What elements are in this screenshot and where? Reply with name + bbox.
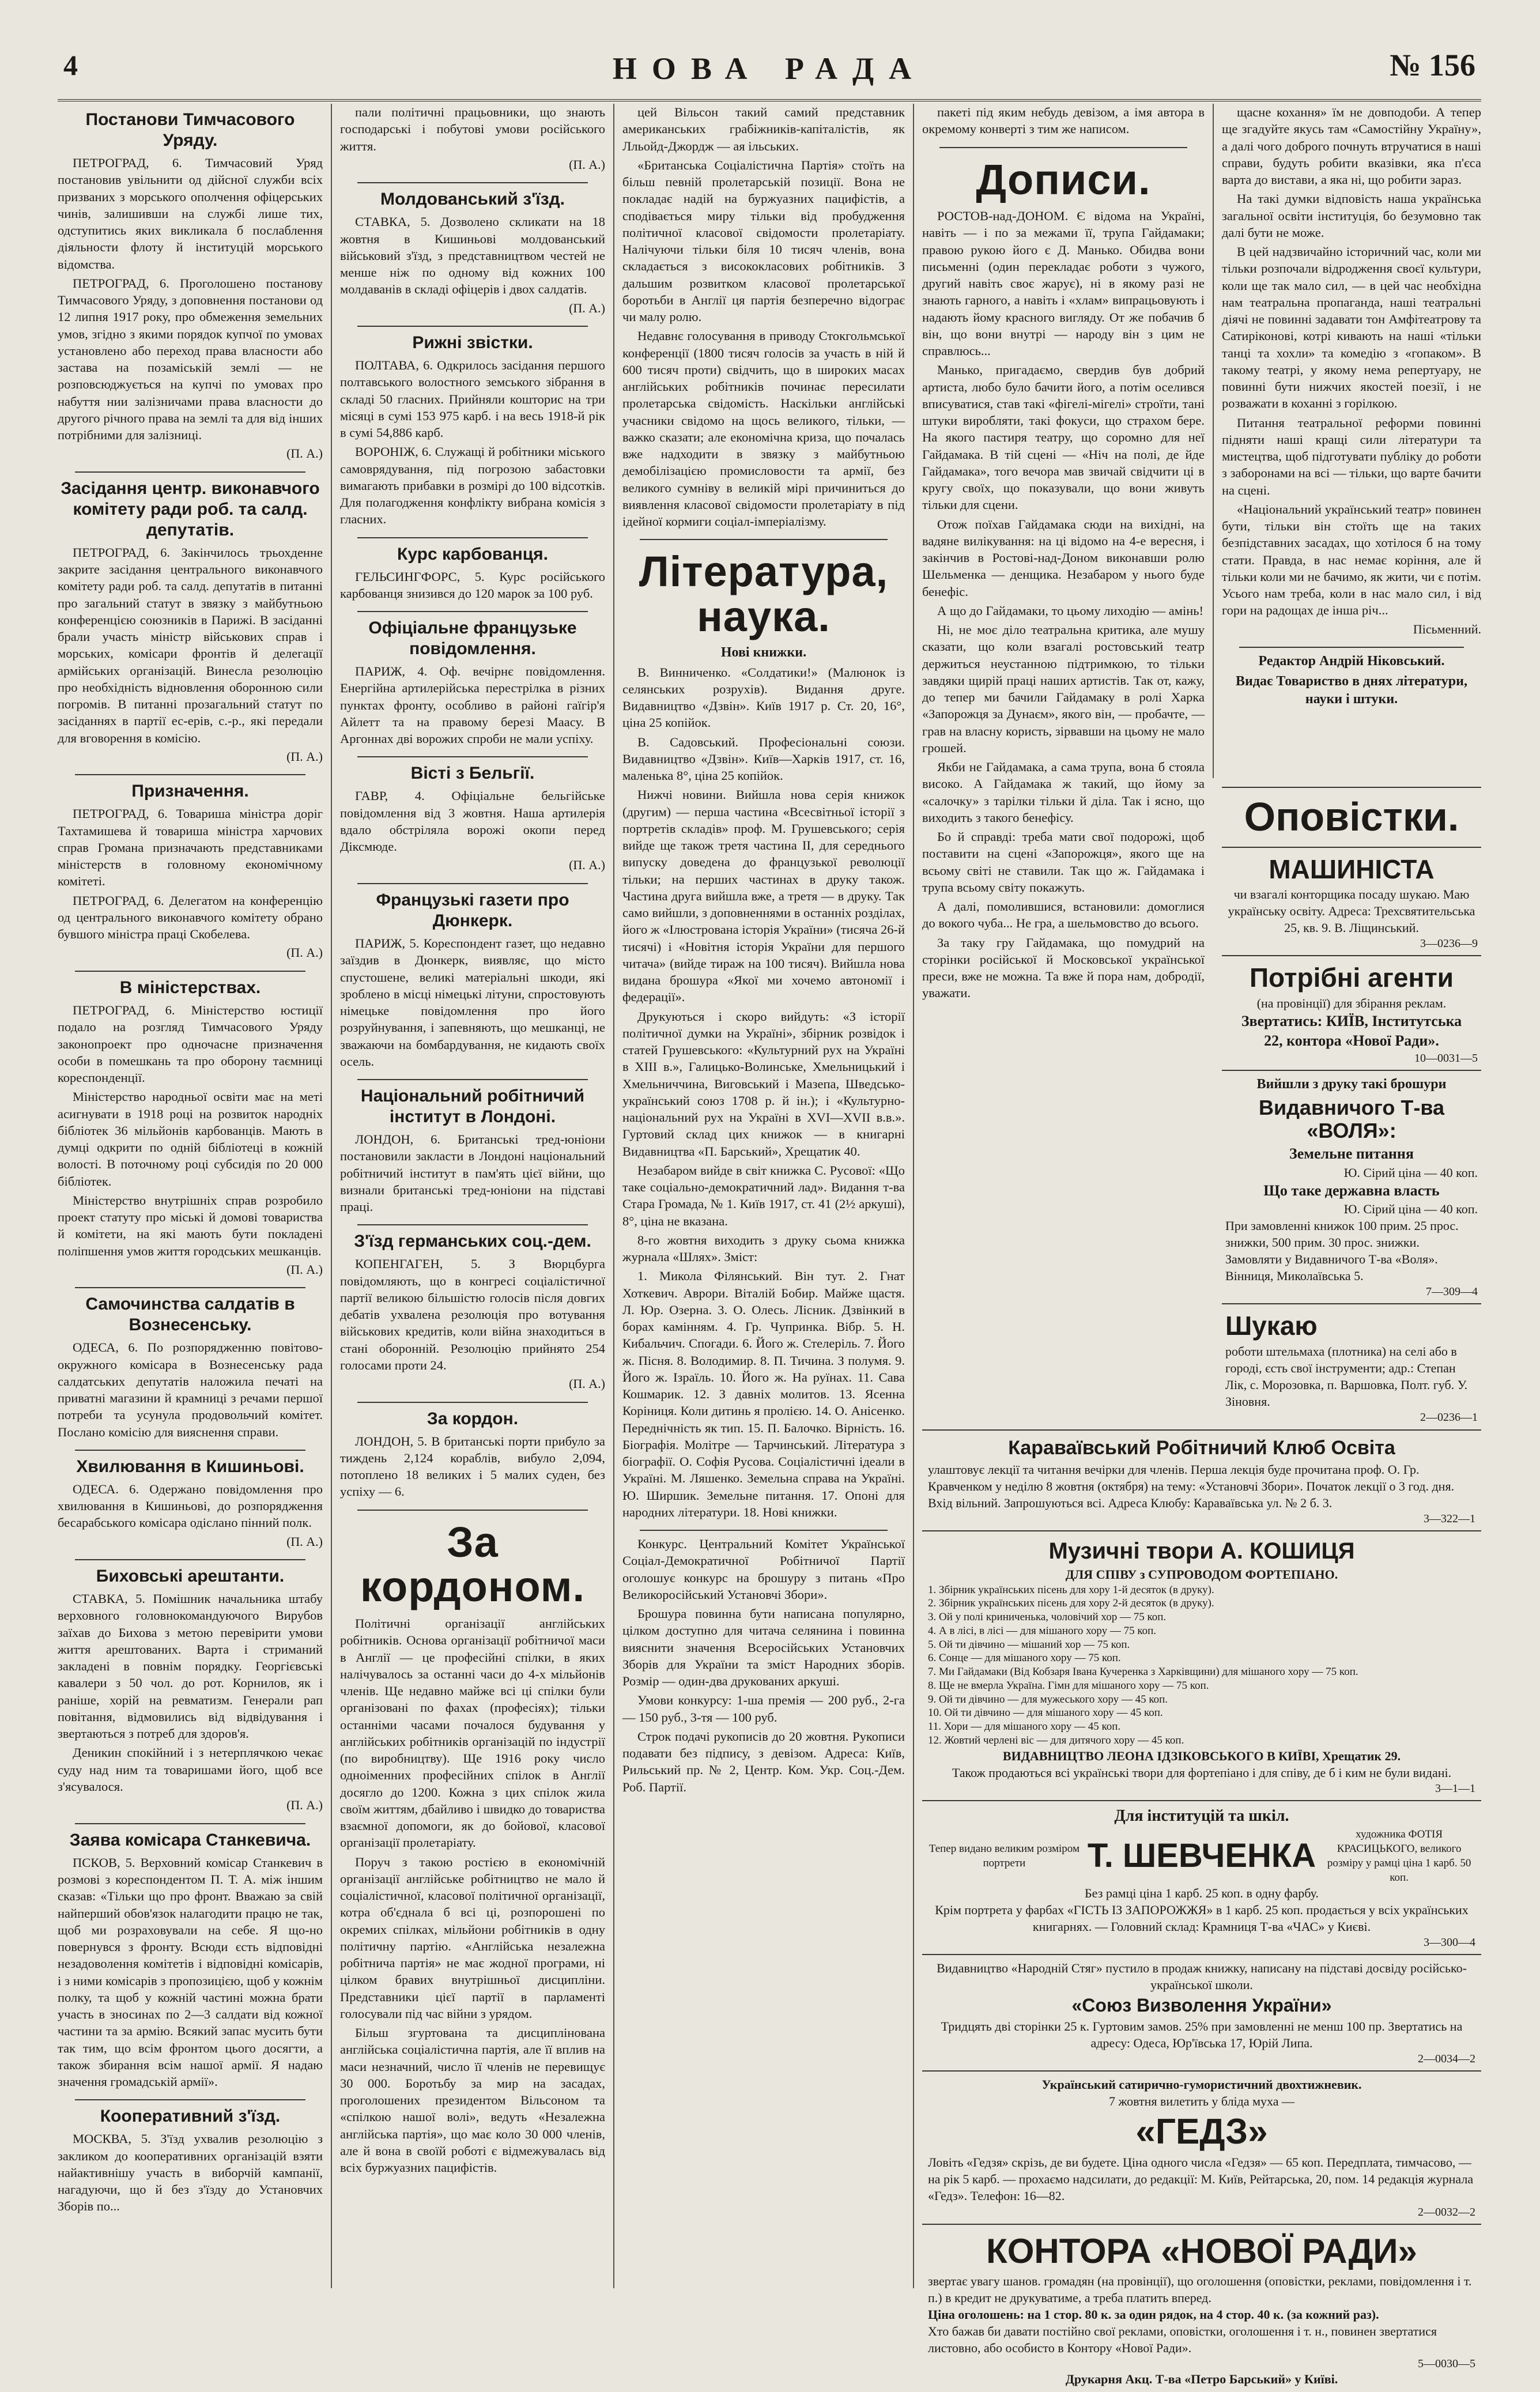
article-divider <box>357 883 588 884</box>
column-5 <box>1222 104 1481 784</box>
article-title: Молдованський з'їзд. <box>380 190 565 209</box>
article-divider <box>75 971 305 972</box>
article-title: Кооперативний з'їзд. <box>100 2107 281 2126</box>
article-signature: (П. А.) <box>286 1262 323 1277</box>
article-paragraph: ОДЕСА. 6. Одержано повідомлення про хвилювання в Кишиньові, до розпорядження бесарабського комісара одіслано пінний полк. <box>58 1481 323 1530</box>
section-subheading: Нові книжки. <box>720 644 807 660</box>
article <box>58 1830 323 2091</box>
article-paragraph: ПАРИЖ, 4. Оф. вечірнє повідомлення. Енергійна артилерійська перестрілка в різних пунктах фронту, особливо в районі гаїгір'я Айлетт та на правому березі Маасу. В Аргоннах дві ворожих спроби не мали успіху. <box>340 664 605 746</box>
article-title: Французькі газети про Дюнкерк. <box>376 891 569 931</box>
ad-subtitle: ДЛЯ СПІВУ з СУПРОВОДОМ ФОРТЕПІАНО. <box>1065 1567 1338 1582</box>
page-number: 4 <box>63 49 78 81</box>
article-paragraph: ПЕТРОГРАД, 6. Тимчасовий Уряд постановив увільнити од дійсної служби всіх призваних з морського ополчення офіцерських чинів, залишивши на службі лише тих, одступитись яких викликала б послаблення діяльности флоту й інституцій морського відомства. <box>58 156 323 271</box>
ad-volya <box>1222 1070 1481 1303</box>
article-paragraph: Редактор Андрій Ніковський. <box>1258 654 1445 669</box>
printer-line: Друкарня Акц. Т-ва «Петро Барський» у Київі. <box>1065 2371 1338 2386</box>
ads-right-column <box>1222 787 1481 1429</box>
article <box>340 1086 605 1215</box>
ad-text: звертає увагу шанов. громадян (на провінції), що оголошення (оповістки, реклами, повідомлення і т. п.) в кредит не друкуватиме, а треба платить вперед. <box>928 2273 1472 2305</box>
ad-kontora <box>922 2224 1481 2392</box>
article-paragraph: Умови конкурсу: 1-ша премія — 200 руб., 2-га — 150 руб., 3-тя — 100 руб. <box>622 1693 905 1725</box>
article-divider <box>75 2099 305 2100</box>
article <box>340 618 605 747</box>
article <box>58 1457 323 1550</box>
music-list-item: 3. Ой у полі криниченька, чоловічий хор — 75 коп. <box>928 1611 1167 1624</box>
article <box>58 478 323 765</box>
article-divider <box>357 1510 588 1511</box>
article-divider <box>357 756 588 757</box>
article <box>340 104 605 173</box>
article-title: Національний робітничий інститут в Лондоні. <box>360 1086 585 1127</box>
article <box>340 1231 605 1392</box>
article-paragraph: ПЕТРОГРАД, 6. Закінчилось трьохденне закрите засідання центрального виконавчого комітету ради роб. та салд. депутатів в питанні про загальний статут в звязку з майбутньою конференцією союзників в Парижі. В засіданні брали участь міністр військових справ і морських, комісари фронтів й делегації армійських організацій. Винесла резолюцію про необхідність відновлення оборонною сили погромів. В питанні прозагальний статут по засіданнях в партії ес-ерів, с.-р., які передали для вговорення в комісію. <box>58 545 323 745</box>
article-paragraph: Ні, не моє діло театральна критика, але мушу сказати, що коли взагалі ростовський театр держиться неустанною підтримкою, то тільки завдяки щирій праці наших артистів. Так от, кажу, до тепер ми бачили Гайдамаку в ролі Харка «Запорожця за Дунаєм», якого він, — пробачте, — грав на власну користь, зірвавши на цьому не мало грошей. <box>922 622 1205 755</box>
column-divider <box>613 104 614 2288</box>
article-paragraph: ЛОНДОН, 6. Британські тред-юніони постановили закласти в Лондоні національний робітничий інститут в пам'ять цієї війни, що визнали британські тред-юніони на підставі праці. <box>340 1132 605 1214</box>
ad-code: 3—1—1 <box>1435 1782 1475 1795</box>
article-paragraph: ПЕТРОГРАД, 6. Товариша міністра доріг Тахтамишева й товариша міністра харчових справ Громана призначають представниками міністерств в головному економічному комітеті. <box>58 806 323 889</box>
ad-koshyts <box>922 1530 1481 1799</box>
article-paragraph: Недавнє голосування в приводу Стокгольмської конференції (1800 тисяч голосів за участь в ній й 600 тисяч проти) свідчить, що в широких масах англійських робітників починає пересилати пролетарська свідомість. Наскільки англійські учасники свідомо на щось великого, тільки, — важко сказати; але економічна криза, що почалась вже надходити в звязку з майбутньою демобілізацією промисловости та армії, без великого сумніву в великій мірі причиниться до виявлення класової свідомости пролетаріату в під ідейної кормиги соціал-імперіалізму. <box>622 329 905 529</box>
article-divider <box>357 1224 588 1225</box>
column-divider <box>331 104 332 2288</box>
article-divider <box>75 471 305 473</box>
article-title: Рижні звістки. <box>412 333 533 353</box>
ad-text: Тридцять дві сторінки 25 к. Гуртовим замов. 25% при замовленні не менш 100 пр. Звертатись на адресу: Одеса, Юр'ївська 17, Юрій Липа. <box>941 2019 1463 2051</box>
article-paragraph: ПЕТРОГРАД, 6. Делегатом на конференцію од центрального виконавчого комітету обрано бувшого міністра праці Скобелева. <box>58 893 323 942</box>
article <box>340 1520 605 2176</box>
article-paragraph: На такі думки відповість наша українська загальної освіти інституція, бо безумовно так далі бути не може. <box>1222 191 1481 240</box>
article-paragraph: Питання театральної реформи повинні підняти наші кращі сили літератури та мистецтва, щоб підготувати публіку до роботи з заборонами на всі — тільки, що варте бачити на сцені. <box>1222 415 1481 497</box>
ad-title: Шукаю <box>1225 1311 1318 1341</box>
music-list-item: 4. А в лісі, в лісі — для мішаного хору — 75 коп. <box>928 1624 1157 1637</box>
article-divider <box>75 1450 305 1451</box>
section-heading: Дописи. <box>976 155 1151 203</box>
ad-text: Що таке державна власть <box>1263 1182 1440 1199</box>
ad-code: 7—309—4 <box>1426 1285 1478 1299</box>
article-signature: (П. А.) <box>286 1534 323 1549</box>
article-divider <box>1239 647 1464 648</box>
article <box>340 333 605 528</box>
music-list-item: 12. Жовтий черлені віс — для дитячого хору — 45 коп. <box>928 1734 1184 1746</box>
article <box>922 104 1205 138</box>
section-heading: За кордоном. <box>360 1518 586 1611</box>
article-paragraph: КОПЕНГАГЕН, 5. З Вюрцбурга повідомляють, що в конгресі соціалістичної партії великою більшістю голосів після довгих дебатів ухвалена резолюція про вотування військових кредитів, коли війна знаходиться в стані оборонній. Резолюцію прийнято 254 голосами проти 24. <box>340 1257 605 1372</box>
article <box>58 781 323 961</box>
article-paragraph: В. Садовський. Професіональні союзи. Видавництво «Дзвін». Київ—Харків 1917, ст. 16, маленька 8°, ціна 25 копійок. <box>622 734 905 783</box>
article-paragraph: СТАВКА, 5. Дозволено скликати на 18 жовтня в Кишиньові молдованський військовий з'їзд, з представництвом честей не менше ніж по одному від кожних 100 молдаванів в складі офіцерів і двох салдатів. <box>340 214 605 297</box>
article-divider <box>357 182 588 183</box>
article <box>58 1566 323 1814</box>
article-signature: (П. А.) <box>569 858 605 873</box>
article-paragraph: А що до Гайдамаки, то цьому лиходію — амінь! <box>937 603 1204 618</box>
music-list-item: 6. Сонце — для мішаного хору — 75 коп. <box>928 1652 1121 1665</box>
ad-heading <box>1222 787 1481 847</box>
ad-mashinista <box>1222 847 1481 956</box>
ad-soyuz <box>922 1954 1481 2070</box>
music-list-item: 7. Ми Гайдамаки (Від Кобзаря Івана Кучеренка з Харківщини) для мішаного хору — 75 коп. <box>928 1666 1358 1678</box>
music-list-item: 10. Ой ти дівчино — для мішаного хору — 45 коп. <box>928 1707 1163 1719</box>
masthead: НОВА РАДА <box>612 51 927 86</box>
article <box>622 549 905 1521</box>
issue-number: № 156 <box>1390 48 1475 82</box>
article-title: В міністерствах. <box>119 978 261 998</box>
article <box>622 104 905 530</box>
ad-text: Звертатись: КИЇВ, Інститутська <box>1241 1012 1462 1029</box>
article-paragraph: Міністерство народньої освіти має на меті асигнувати в 1918 році на розвиток народніх бібліотек 36 мільйонів карбованців. Мають в думці одкрити по одній бібліотеці в кожній волості. В поточному році субсидія по 20 000 бібліотек. <box>58 1089 323 1189</box>
ad-text: Ловіть «Гедзя» скрізь, де ви будете. Ціна одного числа «Гедзя» — 65 коп. Передплата, тимчасово, — на рік 5 карб. — прохаємо надсилати, до редакції: М. Київ, Рейтарська, 20, пом. 14 редакція журнала «Гедз». Телефон: 16—82. <box>928 2155 1474 2204</box>
ad-code: 10—0031—5 <box>1414 1052 1478 1065</box>
article-divider <box>75 1287 305 1288</box>
ad-shevchenko-row <box>928 1827 1475 1885</box>
article-paragraph: РОСТОВ-над-ДОНОМ. Є відома на Україні, навіть — і по за межами її, трупа Гайдамаки; правою рукою його є Д. Манько. Обидва вони письменні (один перекладає роботи з чужого, другий навіть своє жарує), ні в якому разі не знають гарного, а навіть і «хлам» випрацьовують і надають йому красного вигляду. От же побачив б він, що вони внутрі — народу він з цим не справлюсь... <box>922 209 1205 359</box>
article-paragraph: ГЕЛЬСИНГФОРС, 5. Курс російського карбованця знизився до 120 марок за 100 руб. <box>340 569 605 601</box>
article <box>922 157 1205 1002</box>
ad-text: (на провінції) для збірання реклам. <box>1256 995 1447 1010</box>
article-paragraph: Політичні організації англійських робітників. Основа організації робітничої маси в Англії — це професійні спілки, в яких налічувалось за останні часи до 4-х мільйонів членів. Ще недавно майже всі ці спілки були організовані по фахах (професіях); тільки останніми часами почалося будування у англійських робітників організацій по індустрії (по виробництву). Ще 1916 року число одноіменних професійних спілок в Англії досягло до 1200. Кожна з цих спілок жила своїм життям, дбайливо і швидко до товариства взаємної допомоги, як до бойової, класової організації пролетаріату. <box>340 1616 605 1850</box>
ad-title: МАШИНІСТА <box>1269 854 1435 884</box>
ad-text: чи взагалі конторщика посаду шукаю. Маю українську освіту. Адреса: Трехсвятительська 25, кв. 9. В. Ліщинський. <box>1228 887 1475 935</box>
ad-title: КОНТОРА «НОВОЇ РАДИ» <box>986 2231 1417 2270</box>
article-paragraph: Міністерство внутрішніх справ розробило проект статуту про міські й домові товариства й комітети, на які мають бути покладені поліпшення умов життя городських мешканців. <box>58 1193 323 1258</box>
article-paragraph: ПАРИЖ, 5. Кореспондент газет, що недавно заїздив в Дюнкерк, виявляє, що місто спустошене, великі матеріальні шкоди, які зроблено в місці німецькі літуни, спростовують німецьке повідомлення про його розруйнування, і запевняють, що мешканці, не зважаючи на бомбардування, не кидають своїх осель. <box>340 936 605 1069</box>
ad-text: Також продаються всі українські твори для фортепіано і для співу, де б і ким не були видані. <box>952 1765 1452 1780</box>
ad-text: 22, контора «Нової Ради». <box>1264 1032 1439 1050</box>
article-title: Биховські арештанти. <box>96 1567 285 1586</box>
ad-klub <box>922 1429 1481 1530</box>
article-paragraph: ОДЕСА, 6. По розпорядженню повітово-окружного комісара в Вознесенську рада салдатських депутатів наложила печаті на приватні магазини й крамниці з речами першої потреби та усунула продовольчий комітет. Послано комісію для вияснення справи. <box>58 1340 323 1439</box>
article-paragraph: Манько, пригадаємо, свердив був добрий артиста, любо було бачити його, а потім оселився вписуватися, став такі «фігелі-мігелі» строїти, тані штуки виробляти, такі фокуси, що страхом бере. На якого пастиря театру, що соромно для неї Гайдамака. В тій сцені — «Ніч на полі, де йде Гайдамака», того вечора мав звичай свідчити ці в кругу своїх, що показували, що вони живуть тільки для сцени. <box>922 363 1205 512</box>
article <box>622 1535 905 1795</box>
music-list-item: 11. Хори — для мішаного хору — 45 коп. <box>928 1721 1121 1733</box>
article-signature: (П. А.) <box>286 446 323 461</box>
ad-text: Крім портрета у фарбах «ГІСТЬ ІЗ ЗАПОРОЖЖЯ» в 1 карб. 25 коп. продається у всіх українських книгарнях. — Головний склад: Крамниця Т-ва «ЧАС» у Києві. <box>935 1902 1469 1934</box>
article-divider <box>640 539 888 540</box>
article-paragraph: ПОЛТАВА, 6. Одкрилось засідання першого полтавського волостного земського зібрання в складі 50 гласних. Прийняли кошторис на три місяці в сумі 153 975 карб. і на весь 1918-й рік в сумі 54,886 карб. <box>340 358 605 440</box>
ad-title: Потрібні агенти <box>1249 963 1454 993</box>
article-paragraph: ПСКОВ, 5. Верховний комісар Станкевич в розмові з кореспондентом П. Т. А. між іншим сказав: «Тільки що про фронт. Вважаю за свій найперший обов'язок налагодити працю не так, щоб ми розраховували на себе. Я що-но повернувся з фронту. Всюди єсть відповідні незадоволення комітетів і відповідні комісарів, і з ними комісарів з пропозицією, щоб у кожнім полку, та щоб у кожній частині можна брати участь в зносинах по 2—3 салдати від кожної частини та за армію. Всякий запас мусить бути так тим, що всім фронтом цього досягти, а також збирання всім нашої армії. Я надаю значення громадській армії». <box>58 1855 323 2089</box>
ad-text: Хто бажав би давати постійно свої реклами, оповістки, оголошення і т. н., повинен звертатися листовно, або особисто в Контору «Нової Ради». <box>928 2323 1437 2355</box>
article-paragraph: Якби не Гайдамака, а сама трупа, вона б стояла високо. А Гайдамака ж такий, що йому за «салочку» з тарілки тільки й діла. Так і ясно, що виходить з такого бенефісу. <box>922 760 1205 825</box>
article <box>1222 652 1481 709</box>
ad-text: ВИДАВНИЦТВО ЛЕОНА ІДЗІКОВСЬКОГО В КИЇВІ, Хрещатик 29. <box>1002 1748 1401 1763</box>
music-list-item: 5. Ой ти дівчино — мішаний хор — 75 коп. <box>928 1638 1130 1651</box>
article <box>340 763 605 874</box>
article-paragraph: Більш згуртована та дисциплінована англійська соціалістична партія, але її вплив на маси незначний, число її членів не перевищує 30 000. Боротьбу за мир на засадах, проголошених президентом Вільсоном та «спілкою нашої волі», ведуть «Незалежна англійська партія», що має коло 30 000 членів, але й вона в своїй роботі є відмежувалась від всіх буржуазних пацифістів. <box>340 2025 605 2175</box>
music-list-item: 9. Ой ти дівчино — для мужеського хору — 45 коп. <box>928 1693 1168 1706</box>
ad-title: Музичні твори А. КОШИЦЯ <box>1048 1538 1355 1564</box>
article-paragraph: Незабаром вийде в світ книжка С. Русової: «Що таке соціально-демократичний лад». Видання т-ва Стара Громада, № 1. Київ 1917, ст. 41 (2½ аркуші), 8°, ціна не вказана. <box>622 1163 905 1228</box>
article-title: Постанови Тимчасового Уряду. <box>85 110 295 150</box>
column-1 <box>58 104 323 2288</box>
article-paragraph: Строк подачі рукописів до 20 жовтня. Рукописи подавати без підпису, з девізом. Адреса: Київ, Рильський пр. № 2, Центр. Ком. Укр. Соц.-Дем. Роб. Партії. <box>622 1729 905 1794</box>
ad-text: Земельне питання <box>1289 1145 1414 1163</box>
article-paragraph: За таку гру Гайдамака, що помудрий на сторінки російської й Московської української преси, вже не можна. Та вже й пора нам, добродії, уважати. <box>922 935 1205 1001</box>
announcements-heading: Оповістки. <box>1244 794 1459 839</box>
article-paragraph: «Британська Соціалістична Партія» стоїть на більш певній пролетарській позиції. Вона не покладає надій на буржуазних пацифістів, а сподівається миру тільки від пробудження політичної класової свідомости пролетаріату. Налічуючи тільки біля 10 тисяч членів, вона складається з висококласових робітників. З дальшим розвитком класової пролетарської боротьби в Англії ця партія безперечно відограє чи малу ролю. <box>622 157 905 324</box>
article-paragraph: Отож поїхав Гайдамака сюди на вихідні, на вадяне вилікування: на ці відомо на 4-е вересня, і закінчив в Ростові-над-Доном виконавши ролю Шельменка — денщика. Незабаром у нього буде бенефіс. <box>922 516 1205 599</box>
column-4 <box>922 104 1205 1001</box>
article-paragraph: Видає Товариство в днях літератури, науки і штуки. <box>1236 674 1467 707</box>
article-paragraph: Конкурс. Центральний Комітет Української Соціал-Демократичної Робітничої Партії оголошує конкурс на брошуру з питань «Про Великоросійський Установчі Збори». <box>622 1537 905 1602</box>
article-title: Призначення. <box>131 782 249 801</box>
article-divider <box>640 1530 888 1531</box>
article <box>58 1294 323 1440</box>
article-divider <box>357 537 588 538</box>
article-title: Вісті з Бельгії. <box>410 764 535 783</box>
article <box>340 1409 605 1500</box>
ad-text: Ю. Сірий ціна — 40 коп. <box>1343 1201 1478 1216</box>
ad-shukayu <box>1222 1303 1481 1429</box>
ads-wide <box>922 1429 1481 2392</box>
article <box>340 544 605 602</box>
column-divider <box>1213 104 1214 778</box>
ad-code: 3—322—1 <box>1424 1512 1475 1526</box>
article-paragraph: Друкуються і скоро вийдуть: «З історії політичної думки на Україні», збірник розвідок і статей Грушевського: «Культурний рух на Україні в XIII в.», Галицько-Волинське, Хмельницький і Хмельниччина, Виговський і Мазепа, Шведсько-український союз 1708 р. й ін.); і «Культурно-національний рух на Україні в XVI—XVII в.в.». Гуртовий склад цих книжок — в книгарні Видавництва «П. Барський», Хрещатик 40. <box>622 1009 905 1159</box>
article <box>58 2106 323 2214</box>
ad-title: Караваївський Робітничий Клюб Освіта <box>1008 1437 1395 1459</box>
article-paragraph: пали політичні працьовники, що знають господарські і побутові умови російського життя. <box>340 105 605 153</box>
article-paragraph: В цей надзвичайно історичний час, коли ми тільки розпочали відродження своєї культури, коли ще так мало сил, — в цей час необхідна нам театральна пропаганда, наші театральні діячі не повинні задавати тон Амфітеатрову та Сатиріконові, котрі кивають на наші «тільки танці та хохли» та комедію з «гопаком». В такому театрі, у якому нема репертуару, не повинні бути нижчих якостей поезії, і не розважати в коханні з горілкою. <box>1222 244 1481 411</box>
ad-text: При замовленні книжок 100 прим. 25 прос. знижки, 500 прим. 30 прос. знижки. Замовляти у Видавничого Т-ва «Воля». Вінниця, Миколаївська 5. <box>1225 1218 1459 1284</box>
article-signature: (П. А.) <box>569 157 605 172</box>
article-paragraph: цей Вільсон такий самий представник американських грабіжників-капіталістів, як Лльойд-Джордж — ая ільських. <box>622 105 905 153</box>
article-paragraph: А далі, помолившися, встановили: домоглися до вокого чуба... Не гра, а шельмовство до всього. <box>922 899 1205 931</box>
article-paragraph: СТАВКА, 5. Помішник начальника штабу верховного головнокомандуючого Вирубов заїхав до Бихова з метою перевірити умови життя арештованих. Варта і стриманий закладені в повнім порядку. Георгієвські кавалери з 50 чол. до рот. Корнилов, як і раніше, хорій на ревматизм. Генерали рап повітання, відмовились від відвідування і звертаються з потреб для здоров'я. <box>58 1591 323 1741</box>
ad-shevchenko <box>922 1800 1481 1954</box>
ad-title: «ГЕДЗ» <box>1135 2112 1268 2152</box>
article-paragraph: 1. Микола Філянський. Він тут. 2. Гнат Хоткевич. Аврори. Віталій Бобир. Майже щастя. Л. Юр. Озерна. 3. О. Олесь. Лісник. Дзвінкий в борах камінням. 4. Гр. Чупринка. Вібр. 5. Н. Кибальчич. Спогади. 6. Його ж. Стелеріль. 7. Його ж. Пісня. 8. Володимир. 8. П. Тичина. З полумя. 9. Його ж. Ізраїль. 10. Його ж. На руїнах. 11. Сава Кошмарик. 12. З давніх молитов. 13. Ясенна Коріниця. Коли дитинь я пролією. 14. О. Анісенко. Переднічність як тип. 15. П. Балочко. Вірність. 16. Біографія. Молітре — Тарчинський. Література з біографії. О. Софія Русова. Соціалістичні ідеали в Україні. М. Ляшенко. Земельна справа на Україні. Ю. Ширшик. Земельне питання. 17. Опоні для народних літератури. 18. Нові книжки. <box>622 1269 905 1519</box>
article-divider <box>939 147 1187 148</box>
article-divider <box>357 1079 588 1080</box>
ad-code: 3—300—4 <box>1424 1936 1475 1949</box>
music-list-item: 8. Ще не вмерла Україна. Гімн для мішаного хору — 75 коп. <box>928 1679 1209 1692</box>
ad-gedz <box>922 2070 1481 2223</box>
article-paragraph: Деникин спокійний і з нетерплячкою чекає суду над ним та товаришами його, щоб все з'ясувалося. <box>58 1745 323 1794</box>
article-divider <box>75 774 305 775</box>
ad-title: «Союз Визволення України» <box>1071 1995 1332 2016</box>
ad-agenty <box>1222 955 1481 1070</box>
ad-code: 2—0236—1 <box>1420 1410 1478 1424</box>
article-paragraph: ПЕТРОГРАД, 6. Міністерство юстиції подало на розгляд Тимчасового Уряду законопроект про одночасне призначення особи в помешкань та про оборону таємниці кореспонденції. <box>58 1003 323 1085</box>
article-paragraph: пакеті під яким небудь девізом, а імя автора в окремому конверті з тим же написом. <box>922 105 1205 137</box>
article-title: Самочинства салдатів в Вознесенську. <box>85 1295 295 1335</box>
ad-code: 5—0030—5 <box>1418 2357 1475 2370</box>
article-paragraph: В. Винниченко. «Солдатики!» (Малюнок із селянських розрухів). Видання друге. Видавництво «Дзвін». Київ 1917 р. Ст. 20, 16°, ціна 25 копійок. <box>622 665 905 730</box>
article-paragraph: Бо й справді: треба мати свої подорожі, щоб поставити на сцені «Запорожця», якого ще на всьому світі не ставили. Так що ж. Гайдамака і трупа всьому світу покажуть. <box>922 829 1205 895</box>
article-signature: (П. А.) <box>286 1798 323 1813</box>
article-divider <box>357 1402 588 1403</box>
article-signature: (П. А.) <box>569 300 605 315</box>
ad-code: 2—0034—2 <box>1418 2053 1475 2066</box>
article-paragraph: ЛОНДОН, 5. В британські порти прибуло за тиждень 2,124 кораблів, вибуло 2,094, потоплено 18 великих і 5 малих суден, без успіху — 6. <box>340 1433 605 1499</box>
article-title: Засідання центр. виконавчого комітету ради роб. та салд. депутатів. <box>61 478 320 539</box>
article-paragraph: «Національний український театр» повинен бути, тільки він стоїть ще на таких безпідставних засадах, що хотілося б на тому стати. Правда, в нас немає коріння, але й тільки коли ми не бачимо, як жити, чи є потім. Усього нам треба, коли в нас мало сил, і від гори на радощах де інша річ... <box>1222 501 1481 618</box>
ad-text: Ціна оголошень: на 1 стор. 80 к. за один рядок, на 4 стор. 40 к. (за кожний раз). <box>928 2307 1379 2322</box>
article-paragraph: ПЕТРОГРАД, 6. Проголошено постанову Тимчасового Уряду, з доповнення постанови од 12 липня 1917 року, про обмеження земельних умов, згідно з якими порядок купчої по умовах установлено або переход права власности або застава на позаміській землі — не розповсюджується на купчі по умовах про набуття нии залізничами права власности до другого річного права на землі та для від інших потрібними для залізниці. <box>58 276 323 442</box>
article <box>58 110 323 462</box>
article-title: Офіціальне французьке повідомлення. <box>368 618 577 659</box>
article-signature: Пісьменний. <box>1413 621 1481 636</box>
article <box>340 890 605 1070</box>
column-3 <box>622 104 905 2288</box>
ad-text: улаштовує лекції та читання вечірки для членів. Перша лекція буде прочитана проф. О. Гр. Кравченком у неділю 8 жовтня (октября) на тему: «Установчі Збори». Початок лекції о 3 год. дня. Вхід вільний. Запрошуються всі. Адреса Клюбу: Караваївська ул. № 2 б. 3. <box>928 1462 1455 1511</box>
ad-text: 7 жовтня вилетить у бліда муха — <box>1108 2094 1295 2109</box>
article-paragraph: МОСКВА, 5. З'їзд ухвалив резолюцію з закликом до кооперативних організацій взяти найактивнішу участь в виборчій кампанії, нагадуючи, що й без з'їзду до Установчих Зборів по... <box>58 2131 323 2214</box>
ad-text: Для інституцій та шкіл. <box>1114 1806 1289 1825</box>
ad-title: Т. ШЕВЧЕНКА <box>1087 1836 1316 1874</box>
article-title: З'їзд германських соц.-дем. <box>354 1232 591 1251</box>
ad-text: Без рамці ціна 1 карб. 25 коп. в одну фарбу. <box>1085 1885 1319 1900</box>
ad-title: Видавничого Т-ва «ВОЛЯ»: <box>1258 1096 1445 1142</box>
article <box>58 978 323 1278</box>
article-signature: (П. А.) <box>286 749 323 764</box>
ad-text: Вийшли з друку такі брошури <box>1256 1077 1447 1092</box>
article-paragraph: Нижчі новини. Вийшла нова серія книжок (другим) — перша частина «Всесвітньої історії з портретів складів» проф. М. Грушевського; серія вийде ще також третя частина II, для середнього випуску доведена до французької революції тільки; на перших частинах в друку також. Частина друга вийшла вже, а третя — в друку. Так само вийшли, з доповненнями в останніх розділах, його ж «Ілюстрована історія України» (тисяча 26-й тисячі) і «Новітня історія України для першого читача» (вийде тираж на 100 тисяч). Вийшла нова видана брошура «Якої ми хочемо автономії і федерації». <box>622 787 905 1005</box>
article-divider <box>357 611 588 612</box>
ad-text: роботи штельмаха (плотника) на селі або в городі, єсть свої інструменти; адр.: Степан Лік, с. Морозовка, п. Варшовка, Полт. губ. У. Зіновня. <box>1225 1344 1468 1409</box>
section-heading: Література, наука. <box>639 548 889 640</box>
article-title: За кордон. <box>426 1409 519 1428</box>
ad-text: художника ФОТІЯ КРАСИЦЬКОГО, великого розміру у рамці ціна 1 карб. 50 коп. <box>1327 1828 1471 1884</box>
article-divider <box>75 1559 305 1560</box>
ad-code: 3—0236—9 <box>1420 937 1478 950</box>
music-list-item: 2. Збірник українських пісень для хору 2-й десяток (в друку). <box>928 1597 1214 1610</box>
article-title: Заява комісара Станкевича. <box>69 1830 311 1850</box>
ad-code: 2—0032—2 <box>1418 2205 1475 2219</box>
article-paragraph: щасне кохання» їм не довподоби. А тепер ще згадуйте якусь там «Самостійну Україну», а далі чого доброго почнуть втручатися в наші справи, будуть робити вказівки, яка п'єса варта до вистави, а яка ні, що робити зараз. <box>1222 105 1481 187</box>
ad-text: Ю. Сірий ціна — 40 коп. <box>1343 1165 1478 1180</box>
article <box>1222 104 1481 637</box>
music-list-item: 1. Збірник українських пісень для хору 1-й десяток (в друку). <box>928 1583 1214 1596</box>
ad-text: Український сатирично-гумористичний двохтижневик. <box>1041 2077 1362 2092</box>
music-list <box>928 1583 1475 1748</box>
article <box>340 189 605 316</box>
ad-text: Видавництво «Народній Стяг» пустило в продаж книжку, написану на підставі досвіду російсько-української школи. <box>937 1960 1467 1992</box>
article-paragraph: ГАВР, 4. Офіціальне бельгійське повідомлення від 3 жовтня. Наша артилерія вдало обстріляла ворожі окопи перед Діксмюде. <box>340 788 605 854</box>
page-header <box>58 44 1481 101</box>
column-2 <box>340 104 605 2288</box>
article-paragraph: 8-го жовтня виходить з друку сьома книжка журнала «Шлях». Зміст: <box>622 1232 905 1265</box>
column-divider <box>913 104 914 2288</box>
article-divider <box>357 326 588 327</box>
article-signature: (П. А.) <box>286 945 323 960</box>
article-paragraph: ВОРОНІЖ, 6. Служащі й робітники міського самоврядування, під погрозою забастовки вимагають прибавки в розмірі до 100 відсотків. Для полагодження конфлікту вибрана комісія з гласних. <box>340 444 605 527</box>
article-title: Хвилювання в Кишиньові. <box>76 1457 304 1476</box>
article-title: Курс карбованця. <box>397 544 548 564</box>
ad-text: Тепер видано великим розміром портрети <box>928 1842 1079 1869</box>
article-signature: (П. А.) <box>569 1376 605 1391</box>
article-paragraph: Поруч з такою ростією в економічній організації англійське робітництво не мало й соціалістичної, класової політичної організації, котра об'єднала б всі ці, розпорошені по окремих спілках, мільйони робітників в одну політичну партію. «Англійська незалежна робітнича партія» не має жодної програми, ні цілком бравих внутрішньої дисципліни. Представники цієї партії в парламенті голосували під час війни з урядом. <box>340 1854 605 2021</box>
article-divider <box>75 1823 305 1824</box>
article-paragraph: Брошура повинна бути написана популярно, цілком доступно для читача селянина і повинна вияснити значення Всеросійських Установчих Зборів для України та зміст Народних зборів. Розмір — один-два друкованих аркуші. <box>622 1606 905 1689</box>
